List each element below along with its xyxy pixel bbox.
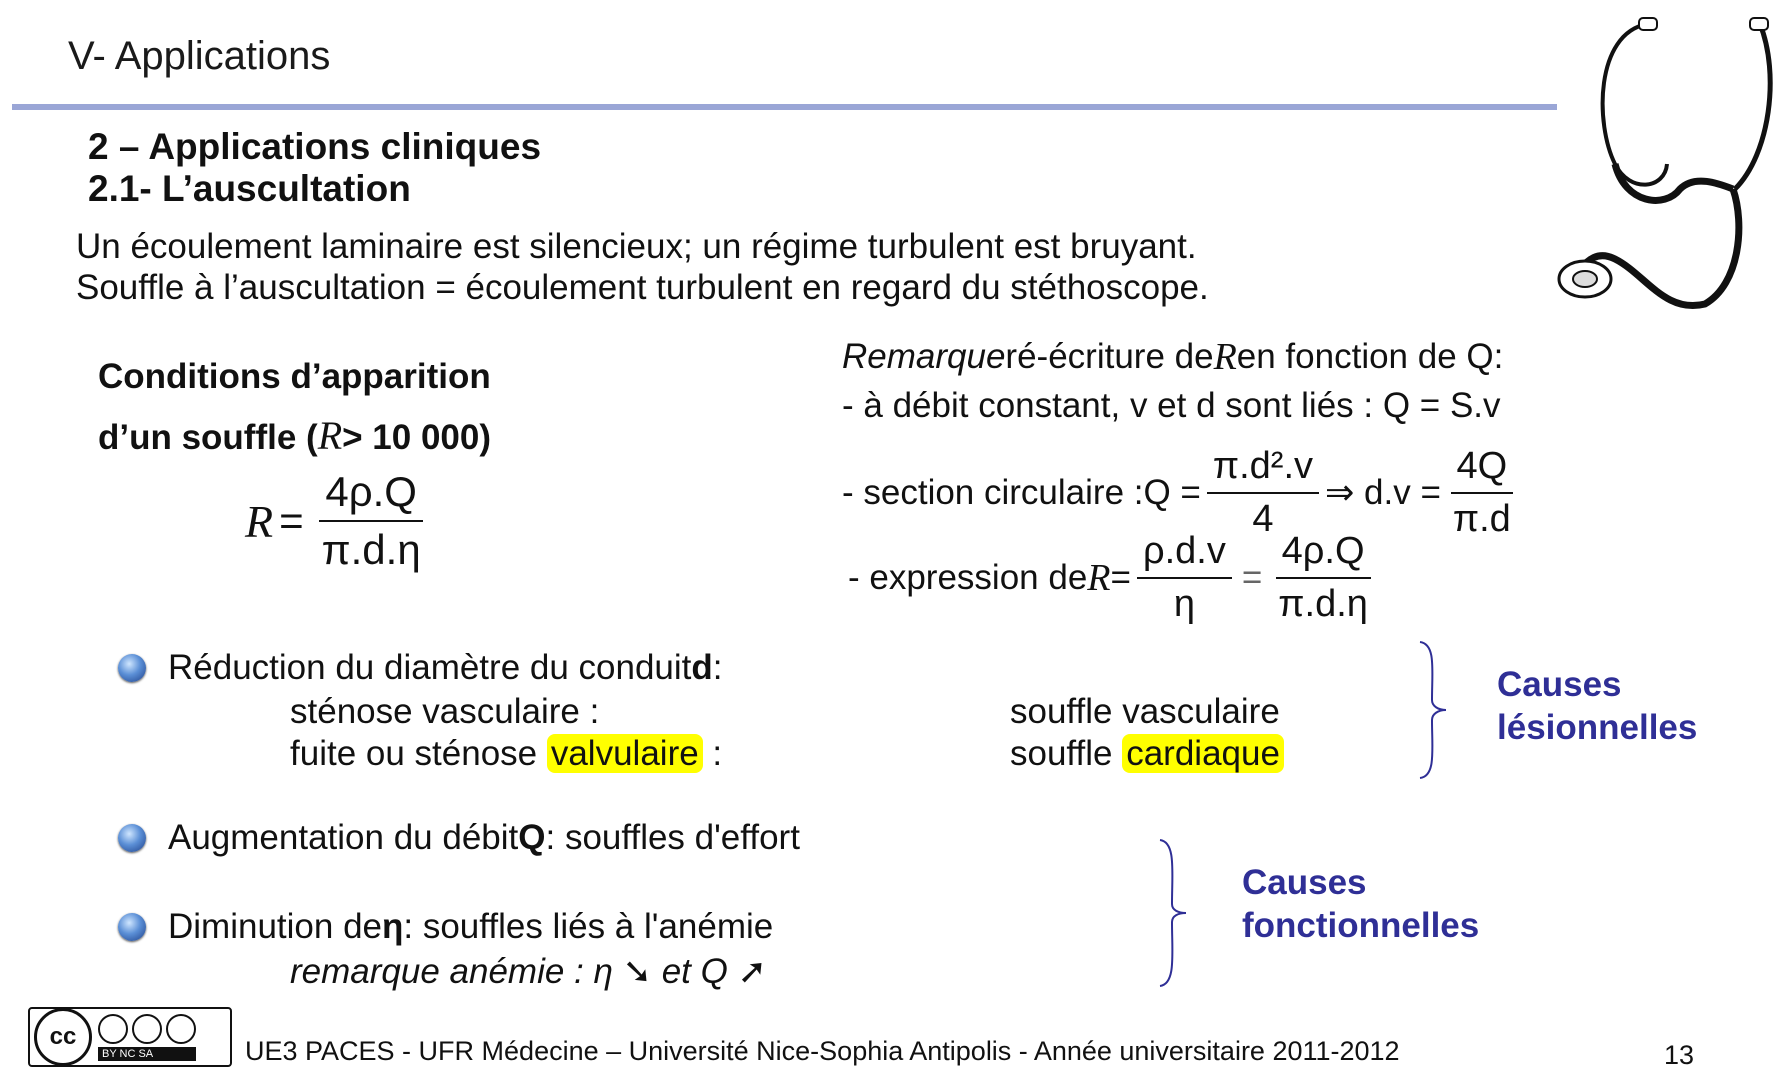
- reynolds-symbol: R: [245, 495, 274, 547]
- remark-title: Remarque ré-écriture de R en fonction de Q:: [842, 336, 1504, 378]
- bullet-viscosity: Diminution de η : souffles liés à l'anémie: [118, 907, 773, 947]
- souffle-cardiaque: souffle cardiaque: [1010, 734, 1284, 774]
- intro-text: Souffle à l’auscultation = écoulement turbulent en regard du stéthoscope.: [76, 268, 1209, 307]
- right-brace-icon: [1418, 640, 1448, 780]
- remark-expression: - expression de R = $\frac{\rho.d.v}{\eta}$ = $\frac{4\rho.Q}{\pi.d.\eta}$: [848, 530, 1380, 626]
- stethoscope-icon: [1555, 14, 1785, 314]
- footer-text: UE3 PACES - UFR Médecine – Université Nice-Sophia Antipolis - Année universitaire 2011-2012: [245, 1036, 1400, 1066]
- arrow-up-icon: ➚: [737, 952, 767, 991]
- subsection-heading: 2.1- L’auscultation: [88, 168, 411, 209]
- reynolds-formula: R = $\frac{4\rho.Q}{\pi.d.\eta}$: [245, 468, 433, 574]
- anemia-remark: remarque anémie : η ➘ et Q ➚: [290, 952, 767, 991]
- page-number: 13: [1664, 1040, 1695, 1070]
- by-icon: [98, 1014, 128, 1044]
- intro-text: Un écoulement laminaire est silencieux; un régime turbulent est bruyant.: [76, 227, 1197, 266]
- conditions-threshold: d’un souffle (R> 10 000): [98, 413, 492, 458]
- sa-icon: [166, 1014, 196, 1044]
- bullet-flow: Augmentation du débit Q : souffles d'effort: [118, 818, 800, 858]
- highlight: valvulaire: [547, 734, 703, 773]
- reynolds-symbol: R: [317, 413, 343, 458]
- bullet-icon: [118, 913, 146, 941]
- remark-section: - section circulaire :Q = $\frac{\text{π.d².v}}{4}$ ⇒ d.v = $\frac{4Q}{\pi.d}$: [842, 445, 1523, 541]
- bullet-icon: [118, 824, 146, 852]
- souffle-vasculaire: souffle vasculaire: [1010, 692, 1280, 731]
- bullet-diameter: Réduction du diamètre du conduit d :: [118, 648, 723, 688]
- nc-icon: [132, 1014, 162, 1044]
- arrow-down-icon: ➘: [622, 952, 652, 991]
- cause-valvular: fuite ou sténose valvulaire :: [290, 734, 723, 773]
- conditions-title: Conditions d’apparition: [98, 357, 491, 396]
- page-title: V- Applications: [68, 34, 331, 78]
- bullet-icon: [118, 654, 146, 682]
- creative-commons-badge: cc BY NC SA: [28, 1007, 232, 1067]
- right-brace-icon: [1158, 838, 1188, 988]
- remark-flow: - à débit constant, v et d sont liés : Q = S.v: [842, 386, 1501, 425]
- highlight: cardiaque: [1122, 734, 1284, 773]
- cause-stenosis: sténose vasculaire :: [290, 692, 600, 731]
- causes-fonctionnelles-label: Causes fonctionnelles: [1242, 863, 1480, 945]
- cc-logo-icon: cc: [34, 1008, 92, 1066]
- section-heading: 2 – Applications cliniques: [88, 126, 542, 167]
- causes-lesionnelles-label: Causes lésionnelles: [1497, 665, 1698, 747]
- formula-fraction: $\frac{4\rho.Q}{\pi.d.\eta}$: [316, 468, 427, 574]
- title-divider: [12, 104, 1557, 110]
